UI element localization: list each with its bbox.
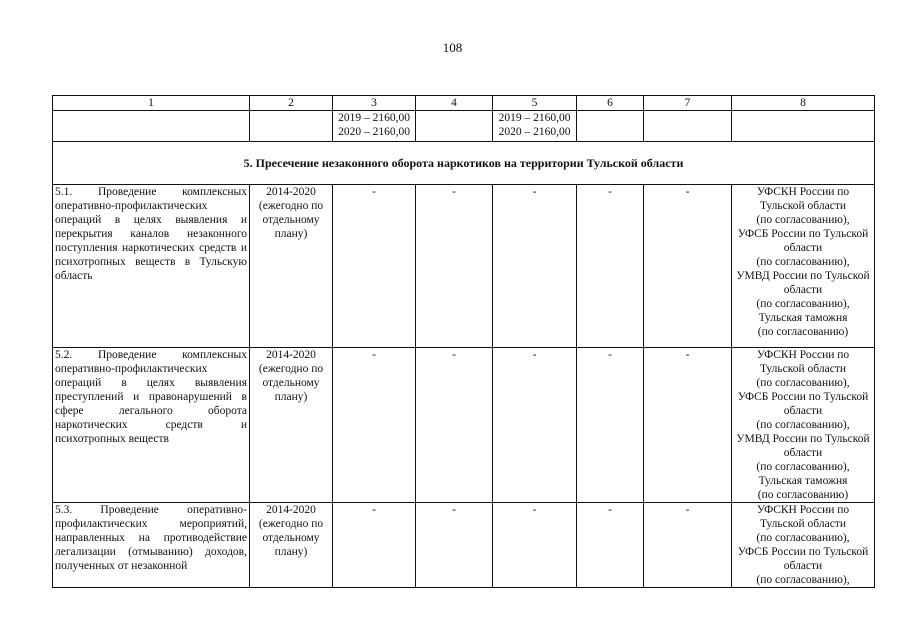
value-cell: - <box>644 348 732 503</box>
measure-period: 2014-2020 (ежегодно по отдельному плану) <box>250 503 333 588</box>
executors-cell <box>732 348 875 503</box>
executor-line: Тульская таможня <box>758 312 848 324</box>
executor-line: (по согласованию), <box>756 419 850 431</box>
measure-name-text: 5.3. Проведение оперативно-профилактических мероприятий, направленных на противодействие легализации (отмыванию) доходов, полученных от незаконной <box>55 504 247 572</box>
column-number-4: 4 <box>416 96 493 111</box>
value-cell: - <box>333 348 416 503</box>
column-number-3: 3 <box>333 96 416 111</box>
executor-line: (по согласованию), <box>756 532 850 544</box>
value-cell: - <box>644 503 732 588</box>
section-row <box>53 142 875 185</box>
executor-line: (по согласованию), <box>756 256 850 268</box>
executor-line: УФСКН России по Тульской области <box>756 349 850 375</box>
table-row <box>53 503 875 588</box>
continuation-cell-5 <box>493 111 577 142</box>
executor-line: УМВД России по Тульской области <box>736 433 870 459</box>
table-row <box>53 348 875 503</box>
column-number-8: 8 <box>732 96 875 111</box>
executor-line: УФСКН России по Тульской области <box>756 504 850 530</box>
value-cell: - <box>333 503 416 588</box>
funding-2019-col3: 2019 – 2160,00 <box>338 112 410 124</box>
measure-period: 2014-2020 (ежегодно по отдельному плану) <box>250 348 333 503</box>
executors-cell <box>732 185 875 348</box>
executor-line: (по согласованию), <box>756 377 850 389</box>
executor-line: УФСБ России по Тульской области <box>737 546 869 572</box>
measure-period: 2014-2020 (ежегодно по отдельному плану) <box>250 185 333 348</box>
value-cell: - <box>416 503 493 588</box>
section-title: 5. Пресечение незаконного оборота наркотиков на территории Тульской области <box>53 142 875 185</box>
continuation-row <box>53 111 875 142</box>
value-cell: - <box>644 185 732 348</box>
executor-line: УФСБ России по Тульской области <box>737 391 869 417</box>
value-cell: - <box>577 348 644 503</box>
funding-2020-col3: 2020 – 2160,00 <box>338 126 410 138</box>
column-number-6: 6 <box>577 96 644 111</box>
continuation-cell-1 <box>53 111 250 142</box>
column-number-1: 1 <box>53 96 250 111</box>
executor-line: (по согласованию), <box>756 298 850 310</box>
measure-name <box>53 503 250 588</box>
continuation-cell-3 <box>333 111 416 142</box>
measure-name: 5.1. Проведение комплексных оперативно-профилактических операций в целях выявления и перекрытия каналов незаконного поступления наркотических средств и психотропных веществ в Тульскую область <box>53 185 250 348</box>
executor-line: (по согласованию) <box>757 489 849 501</box>
value-cell: - <box>416 185 493 348</box>
executor-line: (по согласованию), <box>756 574 850 586</box>
value-cell: - <box>493 348 577 503</box>
column-number-5: 5 <box>493 96 577 111</box>
table-row <box>53 185 875 348</box>
page-number: 108 <box>442 40 463 55</box>
executor-line: Тульская таможня <box>758 475 848 487</box>
executors-cell <box>732 503 875 588</box>
column-number-row <box>53 96 875 111</box>
continuation-cell-6 <box>577 111 644 142</box>
value-cell: - <box>416 348 493 503</box>
column-number-2: 2 <box>250 96 333 111</box>
executor-line: УФСБ России по Тульской области <box>737 228 869 254</box>
column-number-7: 7 <box>644 96 732 111</box>
funding-2019-col5: 2019 – 2160,00 <box>498 112 571 124</box>
value-cell: - <box>333 185 416 348</box>
value-cell: - <box>577 185 644 348</box>
executor-line: УФСКН России по Тульской области <box>756 186 850 212</box>
executor-line: (по согласованию), <box>756 461 850 473</box>
value-cell: - <box>577 503 644 588</box>
executor-line: УМВД России по Тульской области <box>736 270 870 296</box>
executor-line: (по согласованию), <box>756 214 850 226</box>
continuation-cell-7 <box>644 111 732 142</box>
value-cell: - <box>493 185 577 348</box>
measure-name: 5.2. Проведение комплексных оперативно-профилактических операций в целях выявления преступлений и правонарушений в сфере легального оборота наркотических средств и психотропных веществ <box>53 348 250 503</box>
continuation-cell-4 <box>416 111 493 142</box>
value-cell: - <box>493 503 577 588</box>
continuation-cell-8 <box>732 111 875 142</box>
program-table <box>52 95 875 588</box>
funding-2020-col5: 2020 – 2160,00 <box>498 126 571 138</box>
executor-line: (по согласованию) <box>757 326 849 338</box>
continuation-cell-2 <box>250 111 333 142</box>
